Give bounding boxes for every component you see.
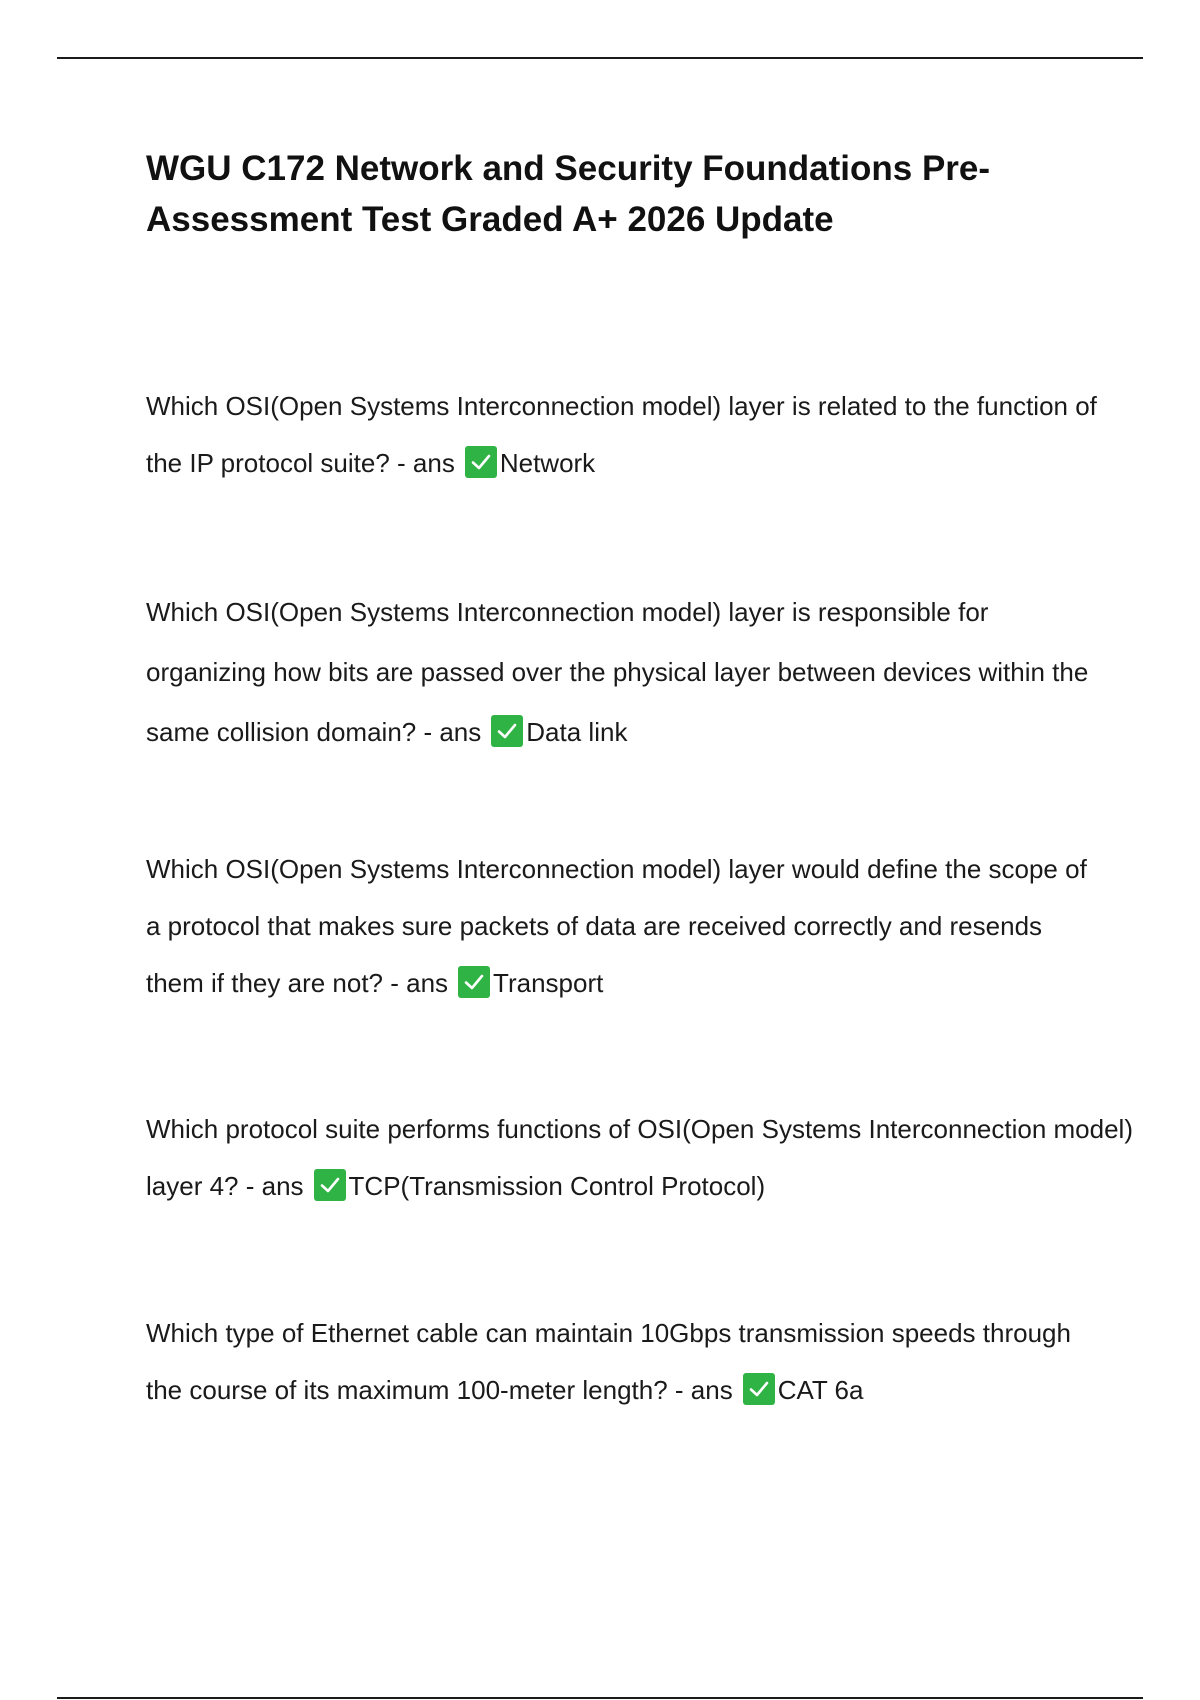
- question-text: Which type of Ethernet cable can maintain 10Gbps transmission speeds through the course of its maximum 100-meter length? - ans: [146, 1318, 1071, 1405]
- qa-item: [146, 1305, 1106, 1419]
- answer-text: Transport: [493, 968, 604, 998]
- check-mark-icon: [465, 446, 497, 478]
- qa-item: [146, 841, 1106, 1012]
- check-mark-icon: [458, 966, 490, 998]
- answer-text: TCP(Transmission Control Protocol): [348, 1171, 766, 1201]
- answer-text: Network: [499, 448, 596, 478]
- qa-item: [146, 1101, 1136, 1215]
- question-text: Which OSI(Open Systems Interconnection model) layer is related to the function of the IP protocol suite? - ans: [146, 391, 1097, 478]
- check-mark-icon: [743, 1373, 775, 1405]
- check-mark-icon: [491, 715, 523, 747]
- question-text: Which OSI(Open Systems Interconnection model) layer would define the scope of a protocol that makes sure packets of data are received correctly and resends them if they are not? - ans: [146, 854, 1087, 998]
- answer-text: Data link: [526, 717, 628, 747]
- qa-item: [146, 378, 1106, 492]
- top-divider: [57, 57, 1143, 59]
- answer-text: CAT 6a: [777, 1375, 864, 1405]
- bottom-divider: [57, 1697, 1143, 1699]
- qa-item: [146, 582, 1106, 762]
- question-text: Which OSI(Open Systems Interconnection model) layer is responsible for organizing how bits are passed over the physical layer between devices within the same collision domain? - ans: [146, 597, 1089, 747]
- question-text: Which protocol suite performs functions of OSI(Open Systems Interconnection model) layer 4? - ans: [146, 1114, 1133, 1201]
- document-title: WGU C172 Network and Security Foundations Pre-Assessment Test Graded A+ 2026 Update: [146, 149, 991, 239]
- check-mark-icon: [314, 1169, 346, 1201]
